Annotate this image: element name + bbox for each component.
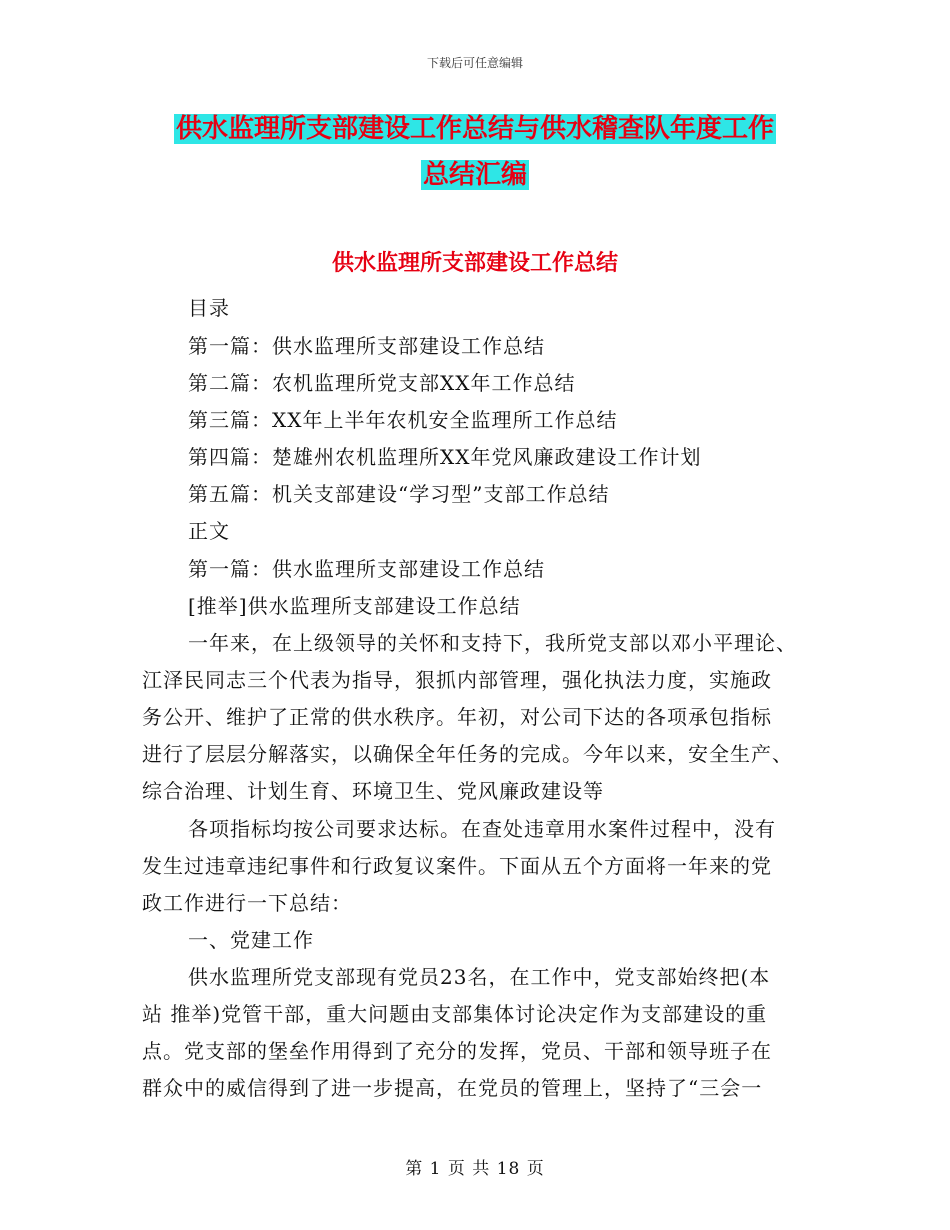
toc-item: 第五篇：机关支部建设“学习型”支部工作总结 xyxy=(188,482,610,506)
paragraph-line: 供水监理所党支部现有党员23名，在工作中，党支部始终把(本 xyxy=(188,965,771,989)
paragraph-line: 点。党支部的堡垒作用得到了充分的发挥，党员、干部和领导班子在 xyxy=(142,1039,772,1063)
body-heading: 正文 xyxy=(188,519,230,543)
paragraph-line: 群众中的威信得到了进一步提高，在党员的管理上，坚持了“三会一 xyxy=(142,1076,763,1100)
paragraph-line: 各项指标均按公司要求达标。在查处违章用水案件过程中，没有 xyxy=(188,817,776,841)
paragraph-line: 发生过违章违纪事件和行政复议案件。下面从五个方面将一年来的党 xyxy=(142,854,772,878)
toc-heading: 目录 xyxy=(188,296,230,320)
main-title-line-2-text: 总结汇编 xyxy=(422,160,527,190)
section-heading: 一、党建工作 xyxy=(188,928,314,952)
paragraph-line: 站 推举)党管干部，重大问题由支部集体讨论决定作为支部建设的重 xyxy=(142,1002,768,1026)
toc-item: 第三篇：XX年上半年农机安全监理所工作总结 xyxy=(188,408,618,432)
header-note: 下载后可任意编辑 xyxy=(426,56,523,70)
page-footer: 第 1 页 共 18 页 xyxy=(405,1159,545,1179)
paragraph-line: 江泽民同志三个代表为指导，狠抓内部管理，强化执法力度，实施政 xyxy=(142,668,772,692)
main-title-line-1 xyxy=(150,112,800,146)
paragraph-line: 政工作进行一下总结： xyxy=(142,891,352,915)
main-title-line-1-text: 供水监理所支部建设工作总结与供水稽查队年度工作 xyxy=(175,114,774,144)
main-title-line-2 xyxy=(150,158,800,192)
paragraph-line: 综合治理、计划生育、环境卫生、党风廉政建设等 xyxy=(142,779,604,803)
chapter-title: 第一篇：供水监理所支部建设工作总结 xyxy=(188,557,545,581)
toc-item: 第四篇：楚雄州农机监理所XX年党风廉政建设工作计划 xyxy=(188,445,702,469)
paragraph-line: 进行了层层分解落实，以确保全年任务的完成。今年以来，安全生产、 xyxy=(142,742,793,766)
chapter-subtitle: [推举]供水监理所支部建设工作总结 xyxy=(188,594,521,618)
toc-item: 第一篇：供水监理所支部建设工作总结 xyxy=(188,334,545,358)
toc-item: 第二篇：农机监理所党支部XX年工作总结 xyxy=(188,371,576,395)
section-title: 供水监理所支部建设工作总结 xyxy=(331,251,618,276)
paragraph-line: 务公开、维护了正常的供水秩序。年初，对公司下达的各项承包指标 xyxy=(142,705,772,729)
paragraph-line: 一年来，在上级领导的关怀和支持下，我所党支部以邓小平理论、 xyxy=(188,631,797,655)
